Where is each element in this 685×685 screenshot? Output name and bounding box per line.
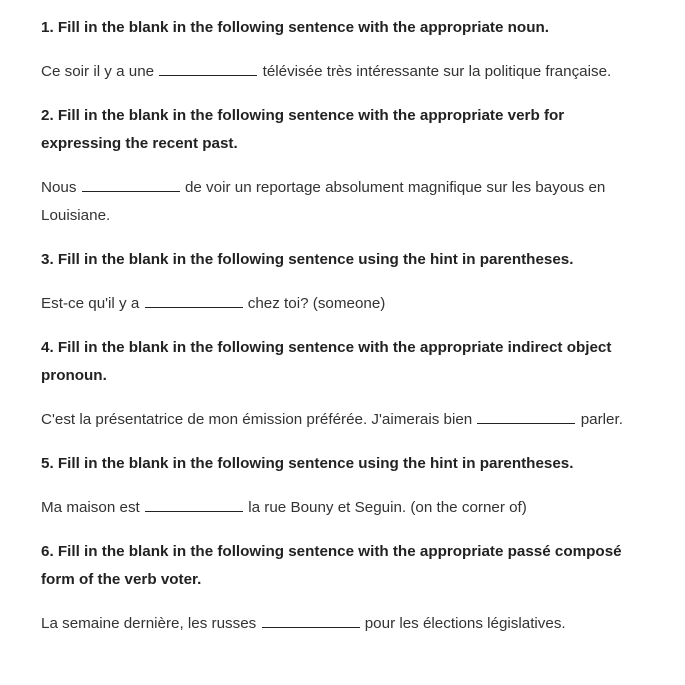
sentence-after-blank: parler. [580,411,623,428]
sentence-after-blank: la rue Bouny et Seguin. (on the corner of) [248,499,527,516]
question-prompt: 5. Fill in the blank in the following sentence using the hint in parentheses. [41,455,574,472]
sentence-after-blank: pour les élections législatives. [364,615,566,632]
question-sentence [41,174,645,230]
answer-blank[interactable] [145,496,243,512]
question-sentence [41,406,645,434]
sentence-before-blank: Nous [41,179,77,196]
sentence-before-blank: Est-ce qu'il y a [41,295,140,312]
sentence-before-blank: Ma maison est [41,499,140,516]
sentence-after-blank: télévisée très intéressante sur la politique française. [262,63,612,80]
question-2 [41,102,645,230]
answer-blank[interactable] [477,408,575,424]
question-sentence [41,58,645,86]
question-prompt: 1. Fill in the blank in the following sentence with the appropriate noun. [41,19,549,36]
question-sentence [41,494,645,522]
question-prompt: 3. Fill in the blank in the following sentence using the hint in parentheses. [41,251,574,268]
question-prompt: 6. Fill in the blank in the following sentence with the appropriate passé composé form of the verb voter. [41,543,622,588]
question-3 [41,246,645,318]
sentence-after-blank: de voir un reportage absolument magnifique sur les bayous en Louisiane. [41,179,606,224]
answer-blank[interactable] [159,60,257,76]
sentence-after-blank: chez toi? (someone) [247,295,386,312]
sentence-before-blank: C'est la présentatrice de mon émission préférée. J'aimerais bien [41,411,473,428]
sentence-before-blank: Ce soir il y a une [41,63,155,80]
question-6 [41,538,645,638]
question-5 [41,450,645,522]
sentence-before-blank: La semaine dernière, les russes [41,615,257,632]
answer-blank[interactable] [145,292,243,308]
question-prompt: 4. Fill in the blank in the following sentence with the appropriate indirect object pronoun. [41,339,612,384]
question-sentence [41,610,645,638]
question-1 [41,14,645,86]
question-prompt: 2. Fill in the blank in the following sentence with the appropriate verb for expressing the recent past. [41,107,565,152]
question-sentence [41,290,645,318]
answer-blank[interactable] [262,612,360,628]
question-4 [41,334,645,434]
answer-blank[interactable] [82,176,180,192]
